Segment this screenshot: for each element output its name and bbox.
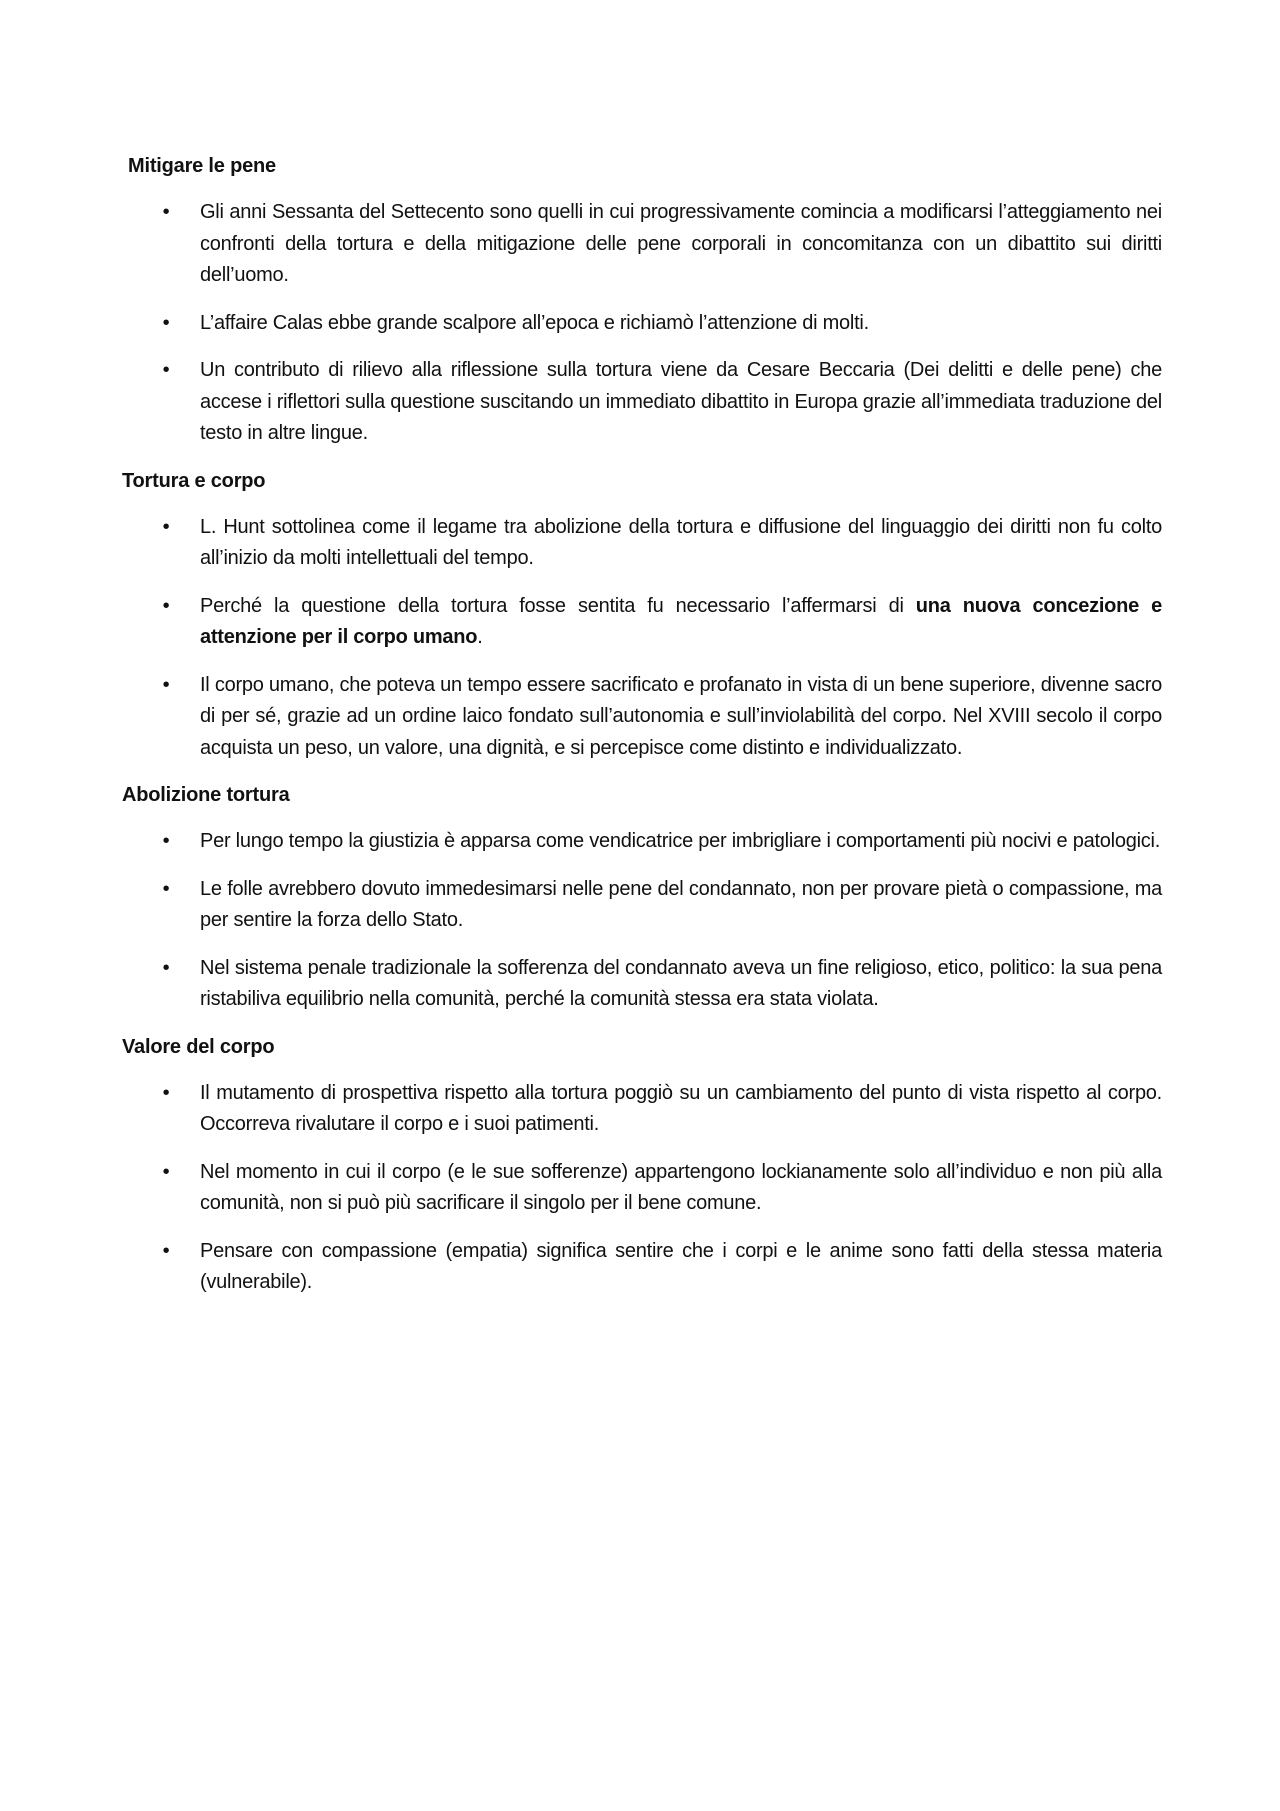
- bullet-icon: •: [162, 201, 170, 223]
- bullet-icon: •: [162, 1239, 170, 1262]
- list-item-text: Il corpo umano, che poteva un tempo essere sacrificato e profanato in vista di un bene superiore, divenne sacro di per sé, grazie ad un ordine laico fondato sull’autonomia e sull’inviolabilità del corpo. Nel XVIII secolo il corpo acquista un peso, un valore, una dignità, e si percepisce come distinto e individualizzato.: [200, 673, 1162, 759]
- bullet-list: [122, 512, 1162, 765]
- list-item: [122, 355, 1162, 450]
- section-abolizione-tortura: [122, 780, 1162, 1016]
- list-item-text-end: .: [477, 626, 483, 648]
- list-item: [122, 874, 1162, 937]
- bullet-icon: •: [162, 515, 170, 538]
- bullet-list: [122, 1078, 1162, 1299]
- bullet-list: [122, 826, 1162, 1016]
- list-item-text: Nel sistema penale tradizionale la sofferenza del condannato aveva un fine religioso, etico, politico: la sua pena ristabiliva equilibrio nella comunità, perché la comunità stessa era stata violata.: [200, 956, 1162, 1010]
- list-item-text: Per lungo tempo la giustizia è apparsa come vendicatrice per imbrigliare i comportamenti più nocivi e patologici.: [200, 830, 1161, 852]
- list-item-emphasis: una nuova concezione e attenzione per il corpo umano: [200, 594, 1162, 648]
- list-item: [122, 591, 1162, 654]
- list-item: [122, 308, 1162, 340]
- list-item-text: Perché la questione della tortura fosse sentita fu necessario l’affermarsi di: [200, 594, 916, 617]
- list-item-text: Pensare con compassione (empatia) significa sentire che i corpi e le anime sono fatti della stessa materia (vulnerabile).: [200, 1239, 1162, 1293]
- section-valore-del-corpo: [122, 1032, 1162, 1299]
- list-item: [122, 197, 1162, 292]
- document-body: [122, 151, 1162, 1315]
- bullet-icon: •: [162, 877, 170, 900]
- list-item-text: Nel momento in cui il corpo (e le sue sofferenze) appartengono lockianamente solo all’individuo e non più alla comunità, non si può più sacrificare il singolo per il bene comune.: [200, 1160, 1162, 1214]
- section-heading: Valore del corpo: [122, 1035, 275, 1058]
- bullet-icon: •: [162, 673, 170, 696]
- bullet-icon: •: [162, 1160, 170, 1183]
- bullet-icon: •: [162, 830, 170, 852]
- section-tortura-e-corpo: [122, 466, 1162, 765]
- bullet-icon: •: [162, 311, 170, 334]
- list-item: [122, 1157, 1162, 1220]
- list-item: [122, 1078, 1162, 1141]
- bullet-list: [122, 197, 1162, 450]
- list-item: [122, 670, 1162, 765]
- list-item-text: L’affaire Calas ebbe grande scalpore all’epoca e richiamò l’attenzione di molti.: [200, 311, 869, 334]
- bullet-icon: •: [162, 594, 170, 617]
- list-item: [122, 953, 1162, 1016]
- list-item-text: Il mutamento di prospettiva rispetto alla tortura poggiò su un cambiamento del punto di vista rispetto al corpo. Occorreva rivalutare il corpo e i suoi patimenti.: [200, 1081, 1162, 1135]
- bullet-icon: •: [162, 956, 170, 979]
- section-heading: Mitigare le pene: [128, 155, 276, 177]
- section-heading: Tortura e corpo: [122, 469, 266, 492]
- list-item-text: Le folle avrebbero dovuto immedesimarsi nelle pene del condannato, non per provare pietà o compassione, ma per sentire la forza dello Stato.: [200, 877, 1162, 931]
- list-item-text: Gli anni Sessanta del Settecento sono quelli in cui progressivamente comincia a modificarsi l’atteggiamento nei confronti della tortura e della mitigazione delle pene corporali in concomitanza con un dibattito sui diritti dell’uomo.: [200, 201, 1162, 286]
- list-item: [122, 826, 1162, 858]
- list-item: [122, 1236, 1162, 1299]
- list-item-text: L. Hunt sottolinea come il legame tra abolizione della tortura e diffusione del linguaggio dei diritti non fu colto all’inizio da molti intellettuali del tempo.: [200, 515, 1162, 569]
- bullet-icon: •: [162, 359, 170, 381]
- section-heading: Abolizione tortura: [122, 784, 290, 806]
- section-mitigare-le-pene: [122, 151, 1162, 450]
- list-item: [122, 512, 1162, 575]
- list-item-text: Un contributo di rilievo alla riflessione sulla tortura viene da Cesare Beccaria (Dei delitti e delle pene) che accese i riflettori sulla questione suscitando un immediato dibattito in Europa grazie all’immediata traduzione del testo in altre lingue.: [200, 359, 1162, 444]
- bullet-icon: •: [162, 1081, 170, 1104]
